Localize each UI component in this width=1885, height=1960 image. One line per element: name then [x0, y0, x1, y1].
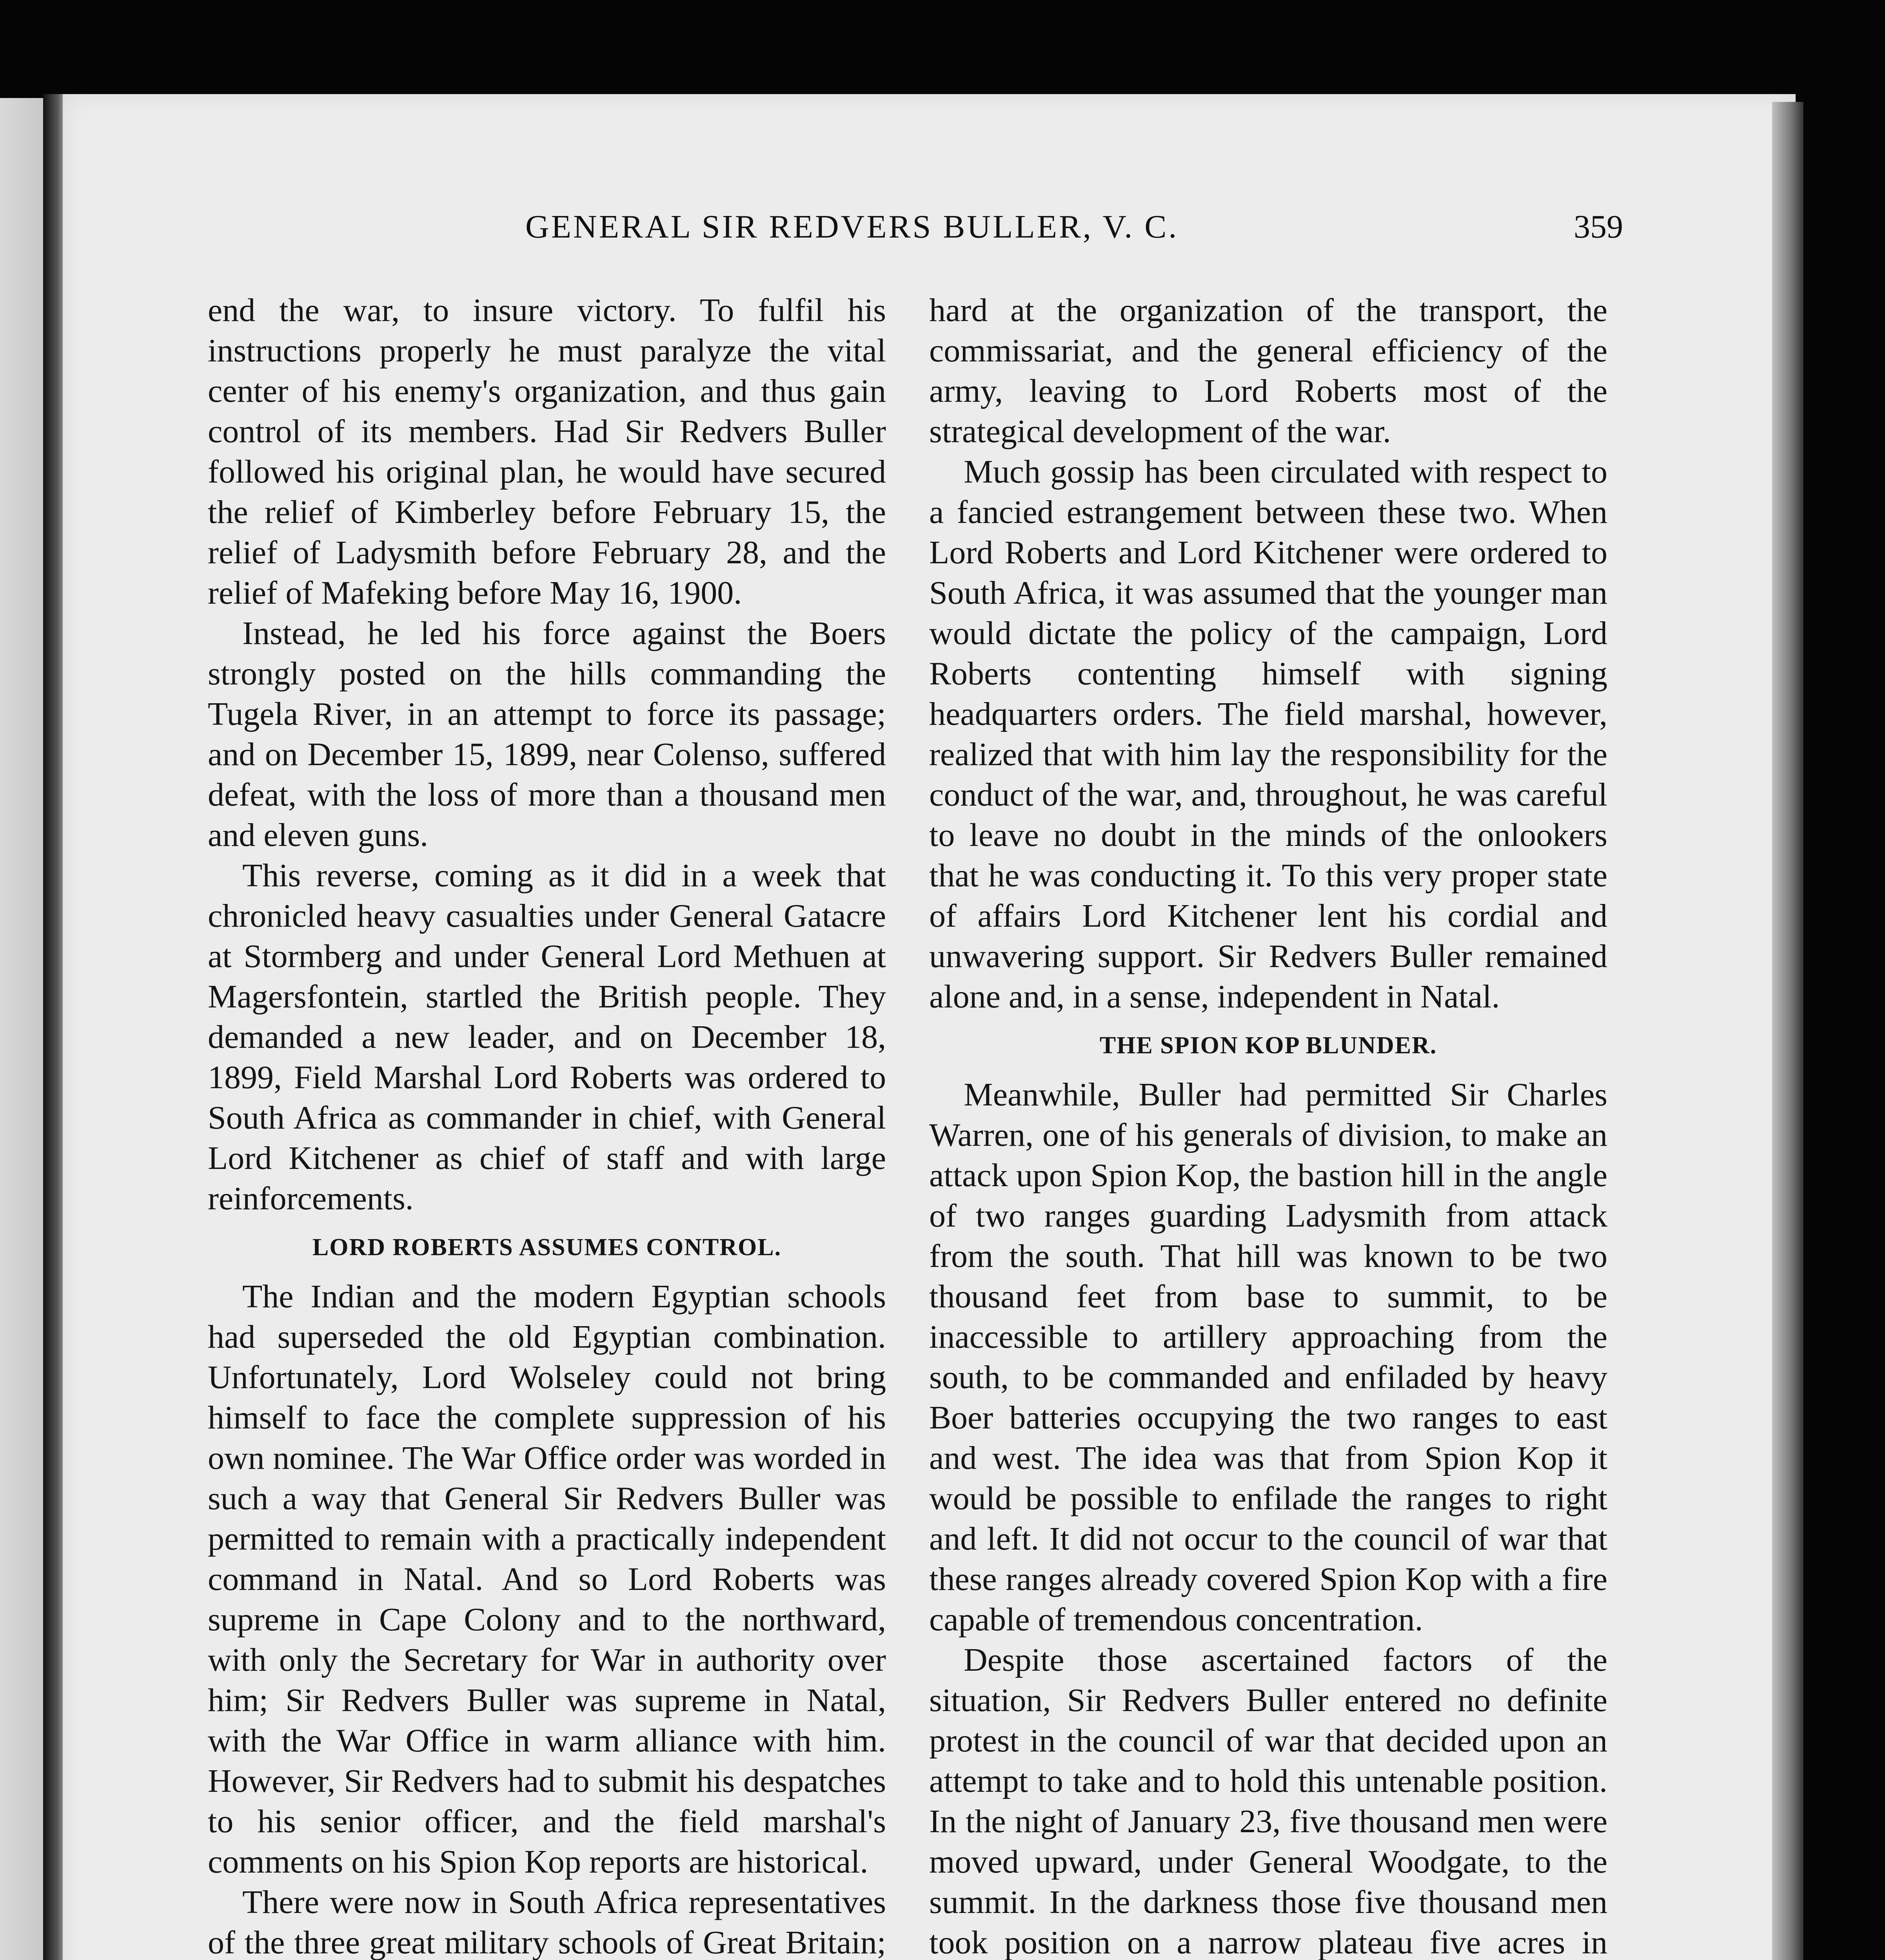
right-column: [929, 290, 1607, 1960]
paragraph: Meanwhile, Buller had permitted Sir Charles Warren, one of his generals of division, to make an attack upon Spion Kop, the bastion hill in the angle of two ranges guarding Ladysmith from attack from the south. That hill was known to be two thousand feet from base to summit, to be inaccessible to artillery approaching from the south, to be commanded and enfiladed by heavy Boer batteries occupying the two ranges to east and west. The idea was that from Spion Kop it would be possible to enfilade the ranges to right and left. It did not occur to the council of war that these ranges already covered Spion Kop with a fire capable of tremendous concentration.: [929, 1076, 1607, 1638]
paragraph: Instead, he led his force against the Boers strongly posted on the hills commanding the Tugela River, in an attempt to force its passage; and on December 15, 1899, near Colenso, suffered defeat, with the loss of more than a thousand men and eleven guns.: [208, 615, 886, 853]
paragraph: hard at the organization of the transport, the commissariat, and the general efficiency of the army, leaving to Lord Roberts most of the strategical development of the war.: [929, 292, 1607, 450]
paragraph: The Indian and the modern Egyptian schools had superseded the old Egyptian combination. Unfortunately, Lord Wolseley could not bring himself to face the complete suppression of his own nominee. The War Office order was worded in such a way that General Sir Redvers Buller was permitted to remain with a practically independent command in Natal. And so Lord Roberts was supreme in Cape Colony and to the northward, with only the Secretary for War in authority over him; Sir Redvers Buller was supreme in Natal, with the War Office in warm alliance with him. However, Sir Redvers had to submit his despatches to his senior officer, and the field marshal's comments on his Spion Kop reports are historical.: [208, 1278, 886, 1880]
facing-page-edge: [0, 98, 43, 1960]
page-stack-edge: [1772, 102, 1803, 1960]
running-head: GENERAL SIR REDVERS BULLER, V. C.: [525, 209, 1179, 245]
paragraph: There were now in South Africa representatives of the three great military schools of Great Britain;: [208, 1884, 886, 1960]
page-number: 359: [1574, 209, 1623, 245]
left-column: [208, 290, 886, 1960]
paragraph: Much gossip has been circulated with respect to a fancied estrangement between these two. When Lord Roberts and Lord Kitchener were ordered to South Africa, it was assumed that the younger man would dictate the policy of the campaign, Lord Roberts contenting himself with signing headquarters orders. The field marshal, however, realized that with him lay the responsibility for the conduct of the war, and, throughout, he was careful to leave no doubt in the minds of the onlookers that he was conducting it. To this very proper state of affairs Lord Kitchener lent his cordial and unwavering support. Sir Redvers Buller remained alone and, in a sense, independent in Natal.: [929, 454, 1607, 1015]
paragraph: Despite those ascertained factors of the situation, Sir Redvers Buller entered no definite protest in the council of war that decided upon an attempt to take and to hold this untenable position. In the night of January 23, five thousand men were moved upward, under General Woodgate, to the summit. In the darkness those five thousand men took position on a narrow plateau five acres in: [929, 1642, 1607, 1960]
paragraph: This reverse, coming as it did in a week that chronicled heavy casualties under General Gatacre at Stormberg and under General Lord Methuen at Magersfontein, startled the British people. They demanded a new leader, and on December 18, 1899, Field Marshal Lord Roberts was ordered to South Africa as commander in chief, with General Lord Kitchener as chief of staff and with large reinforcements.: [208, 857, 886, 1217]
paragraph: end the war, to insure victory. To fulfil his instructions properly he must paralyze the vital center of his enemy's organization, and thus gain control of its members. Had Sir Redvers Buller followed his original plan, he would have secured the relief of Kimberley before February 15, the relief of Ladysmith before February 28, and the relief of Mafeking before May 16, 1900.: [208, 292, 886, 611]
section-heading: LORD ROBERTS ASSUMES CONTROL.: [312, 1234, 782, 1261]
section-heading: THE SPION KOP BLUNDER.: [1099, 1032, 1437, 1059]
